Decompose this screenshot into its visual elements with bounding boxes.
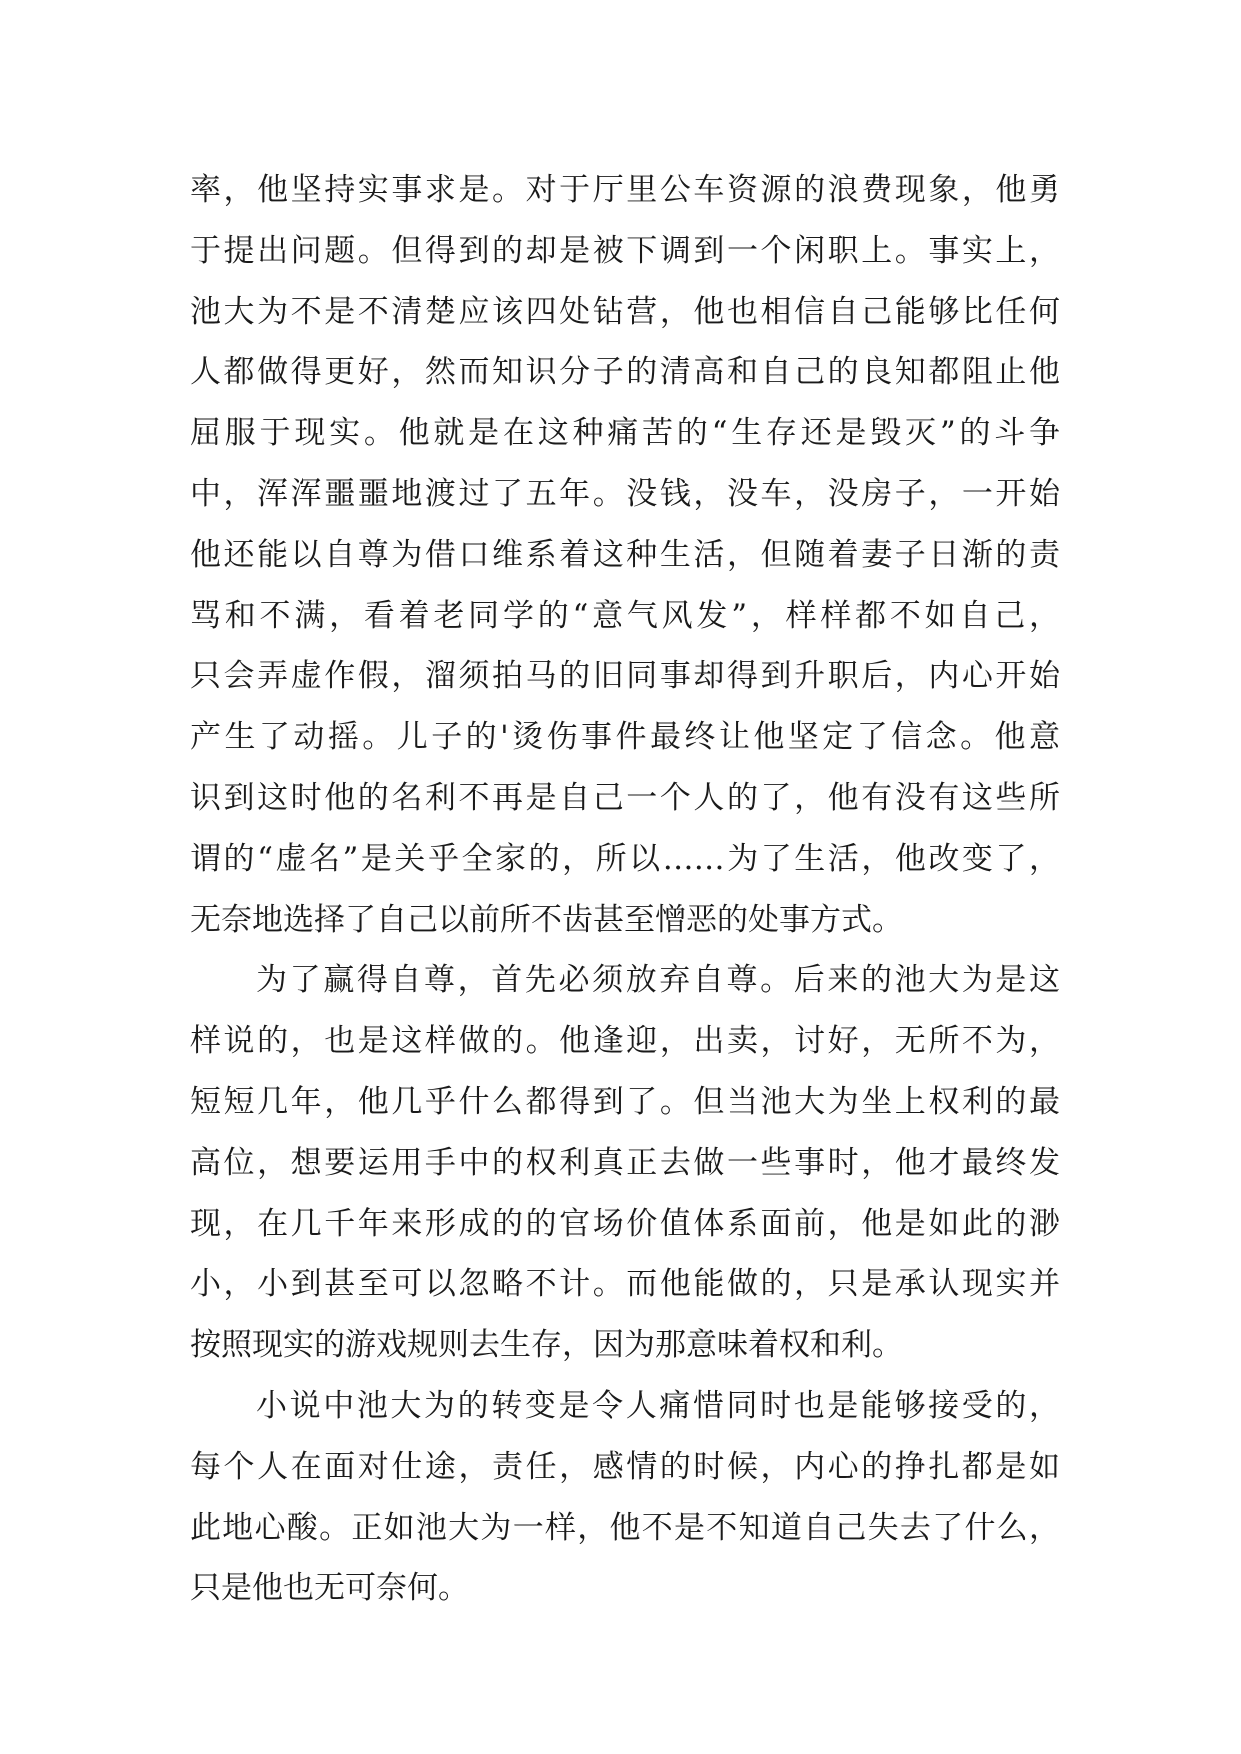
text-line: 小，小到甚至可以忽略不计。而他能做的，只是承认现实并 <box>190 1266 1060 1303</box>
text-line: 为了赢得自尊，首先必须放弃自尊。后来的池大为是这 <box>256 962 1060 999</box>
text-line: 此地心酸。正如池大为一样，他不是不知道自己失去了什么， <box>190 1509 1060 1546</box>
text-line: 样说的，也是这样做的。他逢迎，出卖，讨好，无所不为， <box>190 1023 1060 1060</box>
text-line: 识到这时他的名利不再是自己一个人的了，他有没有这些所 <box>190 779 1060 816</box>
text-line: 他还能以自尊为借口维系着这种生活，但随着妻子日渐的责 <box>190 536 1060 573</box>
text-line: 谓的“虚名”是关乎全家的，所以……为了生活，他改变了， <box>190 840 1060 877</box>
text-line: 池大为不是不清楚应该四处钻营，他也相信自己能够比任何 <box>190 293 1060 330</box>
text-line: 于提出问题。但得到的却是被下调到一个闲职上。事实上， <box>190 232 1060 269</box>
text-line: 产生了动摇。儿子的'烫伤事件最终让他坚定了信念。他意 <box>190 719 1060 756</box>
text-line: 只会弄虚作假，溜须拍马的旧同事却得到升职后，内心开始 <box>190 658 1060 695</box>
text-line: 高位，想要运用手中的权利真正去做一些事时，他才最终发 <box>190 1144 1060 1181</box>
text-line: 现，在几千年来形成的的官场价值体系面前，他是如此的渺 <box>190 1205 1060 1242</box>
body-text <box>190 160 1060 1619</box>
text-line: 骂和不满，看着老同学的“意气风发”，样样都不如自己， <box>190 597 1060 634</box>
text-line: 短短几年，他几乎什么都得到了。但当池大为坐上权利的最 <box>190 1083 1060 1120</box>
text-line: 每个人在面对仕途，责任，感情的时候，内心的挣扎都是如 <box>190 1448 1060 1485</box>
text-line: 只是他也无可奈何。 <box>190 1570 469 1607</box>
text-line: 小说中池大为的转变是令人痛惜同时也是能够接受的， <box>256 1387 1060 1424</box>
text-line: 屈服于现实。他就是在这种痛苦的“生存还是毁灭”的斗争 <box>190 415 1060 452</box>
text-line: 无奈地选择了自己以前所不齿甚至憎恶的处事方式。 <box>190 901 903 938</box>
text-line: 率，他坚持实事求是。对于厅里公车资源的浪费现象，他勇 <box>190 172 1060 208</box>
text-line: 人都做得更好，然而知识分子的清高和自己的良知都阻止他 <box>190 354 1060 391</box>
text-line: 按照现实的游戏规则去生存，因为那意味着权和利。 <box>190 1327 903 1364</box>
text-line: 中，浑浑噩噩地渡过了五年。没钱，没车，没房子，一开始 <box>190 475 1060 512</box>
